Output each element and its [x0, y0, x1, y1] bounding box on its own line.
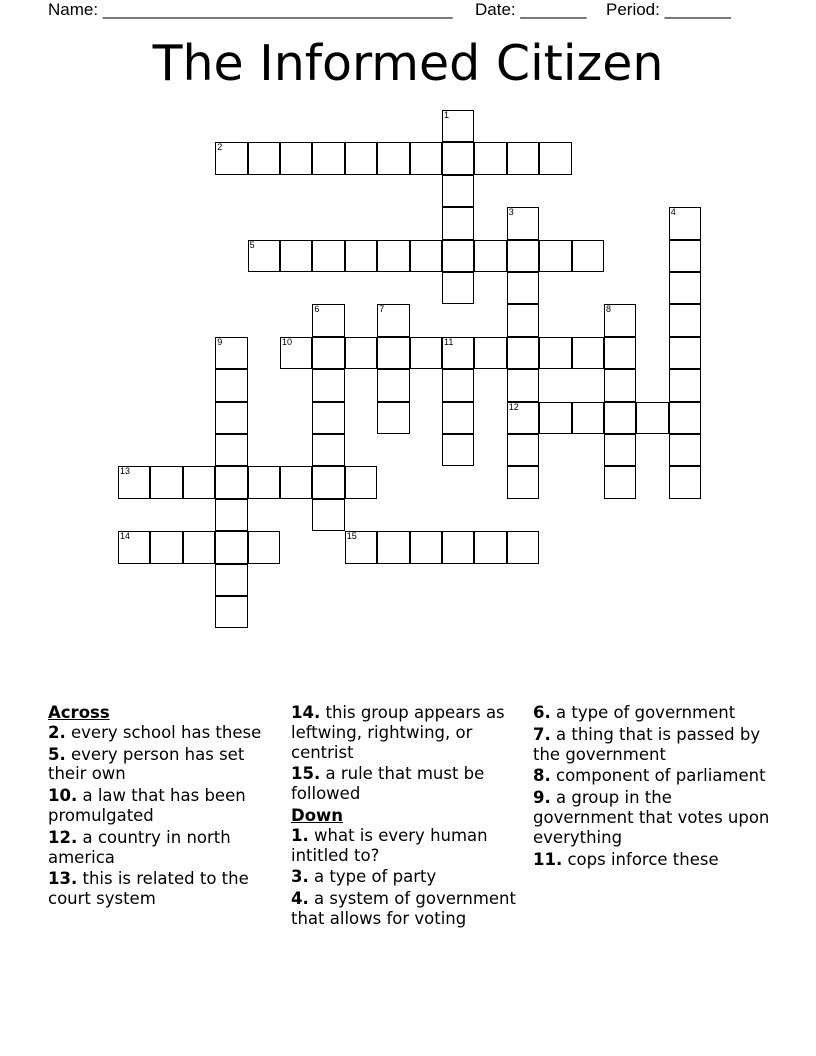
clue-down-9: 9. a group in the government that votes upon everything	[533, 788, 770, 847]
crossword-cell[interactable]	[215, 564, 247, 596]
crossword-cell[interactable]	[118, 466, 150, 498]
crossword-cell[interactable]	[669, 466, 701, 498]
crossword-cell[interactable]	[669, 434, 701, 466]
clue-across-2: 2. every school has these	[48, 722, 262, 742]
crossword-cell[interactable]	[474, 142, 506, 174]
clue-number: 4	[670, 207, 676, 218]
crossword-cell[interactable]	[345, 466, 377, 498]
crossword-cell[interactable]	[377, 240, 409, 272]
clue-down-4: 4. a system of government that allows for voting	[291, 889, 516, 928]
clue-number: 6	[314, 304, 320, 315]
crossword-cell[interactable]	[604, 304, 636, 336]
crossword-cell[interactable]	[312, 304, 344, 336]
crossword-cell[interactable]	[572, 240, 604, 272]
crossword-cell[interactable]	[507, 240, 539, 272]
crossword-cell[interactable]	[410, 142, 442, 174]
crossword-cell[interactable]	[442, 207, 474, 239]
crossword-cell[interactable]	[377, 531, 409, 563]
crossword-cell[interactable]	[507, 402, 539, 434]
crossword-cell[interactable]	[669, 240, 701, 272]
crossword-cell[interactable]	[636, 402, 668, 434]
crossword-cell[interactable]	[345, 531, 377, 563]
crossword-cell[interactable]	[507, 434, 539, 466]
crossword-cell[interactable]	[248, 531, 280, 563]
crossword-cell[interactable]	[312, 240, 344, 272]
crossword-cell[interactable]	[442, 369, 474, 401]
clue-number: 7	[379, 304, 385, 315]
crossword-cell[interactable]	[604, 337, 636, 369]
crossword-cell[interactable]	[377, 142, 409, 174]
crossword-cell[interactable]	[215, 337, 247, 369]
crossword-cell[interactable]	[604, 466, 636, 498]
crossword-cell[interactable]	[215, 142, 247, 174]
crossword-cell[interactable]	[539, 240, 571, 272]
clue-down-1: 1. what is every human intitled to?	[291, 825, 488, 865]
crossword-cell[interactable]	[507, 466, 539, 498]
crossword-cell[interactable]	[215, 369, 247, 401]
crossword-cell[interactable]	[669, 402, 701, 434]
crossword-cell[interactable]	[604, 369, 636, 401]
clue-number: 13	[120, 466, 131, 477]
crossword-cell[interactable]	[539, 337, 571, 369]
clues-column-2	[291, 703, 527, 931]
crossword-cell[interactable]	[410, 337, 442, 369]
crossword-cell[interactable]	[669, 304, 701, 336]
date-field[interactable]: Date: _______	[475, 0, 587, 19]
crossword-cell[interactable]	[539, 142, 571, 174]
crossword-cell[interactable]	[507, 337, 539, 369]
crossword-cell[interactable]	[410, 531, 442, 563]
clue-number: 15	[346, 531, 357, 542]
crossword-cell[interactable]	[118, 531, 150, 563]
crossword-cell[interactable]	[312, 337, 344, 369]
crossword-cell[interactable]	[507, 304, 539, 336]
crossword-cell[interactable]	[442, 337, 474, 369]
crossword-cell[interactable]	[507, 207, 539, 239]
clue-down-11: 11. cops inforce these	[533, 849, 719, 869]
crossword-cell[interactable]	[345, 142, 377, 174]
clue-number: 8	[606, 304, 612, 315]
clue-across-14: 14. this group appears as leftwing, rightwing, or centrist	[291, 703, 505, 762]
clue-number: 2	[217, 142, 223, 153]
crossword-cell[interactable]	[183, 531, 215, 563]
crossword-cell[interactable]	[507, 369, 539, 401]
clue-number: 12	[508, 401, 519, 412]
crossword-cell[interactable]	[150, 466, 182, 498]
period-field[interactable]: Period: _______	[606, 0, 731, 19]
clue-number: 1	[444, 110, 450, 120]
clue-down-3: 3. a type of party	[291, 867, 437, 887]
crossword-cell[interactable]	[474, 337, 506, 369]
crossword-cell[interactable]	[215, 402, 247, 434]
crossword-cell[interactable]	[474, 531, 506, 563]
clue-across-13: 13. this is related to the court system	[48, 869, 249, 909]
crossword-cell[interactable]	[215, 531, 247, 563]
crossword-cell[interactable]	[669, 207, 701, 239]
crossword-cell[interactable]	[345, 240, 377, 272]
crossword-cell[interactable]	[183, 466, 215, 498]
crossword-cell[interactable]	[410, 240, 442, 272]
clue-down-8: 8. component of parliament	[533, 766, 766, 786]
clue-across-15: 15. a rule that must be followed	[291, 764, 485, 804]
crossword-cell[interactable]	[669, 369, 701, 401]
crossword-cell[interactable]	[474, 240, 506, 272]
crossword-cell[interactable]	[572, 402, 604, 434]
clue-number: 3	[508, 207, 514, 218]
crossword-cell[interactable]	[572, 337, 604, 369]
clue-across-12: 12. a country in north america	[48, 827, 231, 867]
crossword-cell[interactable]	[442, 240, 474, 272]
crossword-cell[interactable]	[215, 466, 247, 498]
crossword-cell[interactable]	[507, 531, 539, 563]
crossword-cell[interactable]	[442, 175, 474, 207]
crossword-cell[interactable]	[442, 434, 474, 466]
clue-number: 10	[282, 336, 293, 347]
crossword-cell[interactable]	[150, 531, 182, 563]
crossword-cell[interactable]	[442, 402, 474, 434]
crossword-cell[interactable]	[280, 240, 312, 272]
crossword-cell[interactable]	[215, 596, 247, 628]
crossword-cell[interactable]	[312, 434, 344, 466]
crossword-cell[interactable]	[312, 402, 344, 434]
crossword-cell[interactable]	[669, 337, 701, 369]
crossword-cell[interactable]	[345, 337, 377, 369]
crossword-cell[interactable]	[507, 272, 539, 304]
crossword-cell[interactable]	[312, 142, 344, 174]
clue-number: 5	[249, 239, 255, 250]
clue-down-7: 7. a thing that is passed by the government	[533, 724, 761, 764]
clues-column-1	[48, 703, 280, 911]
down-heading: Down	[291, 805, 344, 825]
crossword-cell[interactable]	[312, 369, 344, 401]
clue-number: 9	[217, 336, 223, 347]
crossword-cell[interactable]	[442, 272, 474, 304]
crossword-cell[interactable]	[442, 142, 474, 174]
crossword-cell[interactable]	[377, 337, 409, 369]
crossword-cell[interactable]	[377, 402, 409, 434]
crossword-cell[interactable]	[248, 240, 280, 272]
page-title: The Informed Citizen	[152, 35, 664, 92]
crossword-cell[interactable]	[280, 142, 312, 174]
crossword-cell[interactable]	[442, 531, 474, 563]
name-field[interactable]: Name: _____________________________________	[48, 0, 453, 19]
crossword-cell[interactable]	[248, 142, 280, 174]
clue-across-5: 5. every person has set their own	[48, 744, 245, 784]
clue-number: 11	[444, 336, 454, 347]
across-heading: Across	[48, 703, 110, 722]
crossword-cell[interactable]	[539, 402, 571, 434]
crossword-cell[interactable]	[377, 369, 409, 401]
crossword-cell[interactable]	[280, 466, 312, 498]
crossword-cell[interactable]	[312, 466, 344, 498]
crossword-cell[interactable]	[248, 466, 280, 498]
crossword-cell[interactable]	[604, 402, 636, 434]
crossword-cell[interactable]	[377, 304, 409, 336]
crossword-cell[interactable]	[215, 499, 247, 531]
clue-down-6: 6. a type of government	[533, 703, 736, 722]
crossword-cell[interactable]	[442, 110, 474, 142]
clues-column-3	[533, 703, 773, 871]
crossword-cell[interactable]	[604, 434, 636, 466]
crossword-cell[interactable]	[280, 337, 312, 369]
clue-across-10: 10. a law that has been promulgated	[48, 786, 246, 825]
crossword-cell[interactable]	[669, 272, 701, 304]
crossword-cell[interactable]	[215, 434, 247, 466]
crossword-cell[interactable]	[312, 499, 344, 531]
clue-number: 14	[120, 531, 131, 542]
crossword-cell[interactable]	[507, 142, 539, 174]
